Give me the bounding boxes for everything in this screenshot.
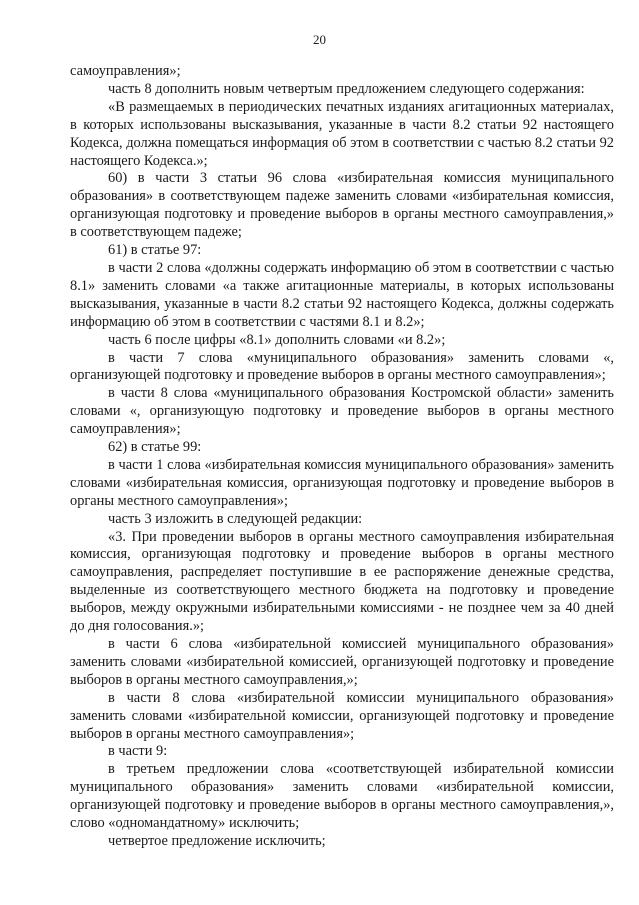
paragraph: в части 7 слова «муниципального образования» заменить словами «, организующей подготовку и проведение выборов в органы местного самоуправления»; xyxy=(70,349,614,384)
paragraph: в части 2 слова «должны содержать информацию об этом в соответствии с частью 8.1» заменить словами «а также агитационные материалы, в которых использованы высказывания, указанные в части 8.2 статьи 92 настоящего Кодекса, должны содержать информацию об этом в соответствии с частями 8.1 и 8.2»; xyxy=(70,259,614,330)
paragraph: в части 9: xyxy=(108,743,168,760)
paragraph: «В размещаемых в периодических печатных изданиях агитационных материалах, в которых использованы высказывания, указанные в части 8.2 статьи 92 настоящего Кодекса, должна помещаться информация об этом в соответствии с частью 8.2 статьи 92 настоящего Кодекса.»; xyxy=(70,98,614,169)
paragraph: в части 6 слова «избирательной комиссией муниципального образования» заменить словами «избирательной комиссией, организующей подготовку и проведение выборов в органы местного самоуправления,»; xyxy=(70,636,614,688)
paragraph: в части 8 слова «муниципального образования Костромской области» заменить словами «, организующую подготовку и проведение выборов в органы местного самоуправления»; xyxy=(70,385,614,438)
paragraph: часть 8 дополнить новым четвертым предложением следующего содержания: xyxy=(108,80,585,97)
paragraph: в третьем предложении слова «соответствующей избирательной комиссии муниципального образования» заменить словами «избирательной комиссии, организующей подготовку и проведение выборов в органы местного самоуправления,», слово «одномандатному» исключить; xyxy=(70,761,614,832)
paragraph: часть 6 после цифры «8.1» дополнить словами «и 8.2»; xyxy=(108,331,446,348)
page-number: 20 xyxy=(313,32,326,47)
paragraph: 62) в статье 99: xyxy=(108,439,202,456)
paragraph: в части 1 слова «избирательная комиссия муниципального образования» заменить словами «избирательная комиссия, организующая подготовку и проведение выборов в органы местного самоуправления»; xyxy=(70,456,614,509)
paragraph: «3. При проведении выборов в органы местного самоуправления избирательная комиссия, организующая подготовку и проведение выборов в органы местного самоуправления, распределяет поступившие в ее распоряжение денежные средства, выделенные из соответствующего местного бюджета на подготовку и проведение выборов, между окружными избирательными комиссиями - не позднее чем за 40 дней до дня голосования.»; xyxy=(70,528,614,635)
paragraph: часть 3 изложить в следующей редакции: xyxy=(108,510,363,527)
paragraph: четвертое предложение исключить; xyxy=(108,832,326,849)
document-body xyxy=(70,63,614,851)
paragraph: 61) в статье 97: xyxy=(108,242,202,259)
paragraph: в части 8 слова «избирательной комиссии муниципального образования» заменить словами «избирательной комиссии, организующей подготовку и проведение выборов в органы местного самоуправления»; xyxy=(70,689,614,742)
paragraph: самоуправления»; xyxy=(70,63,181,79)
paragraph: 60) в части 3 статьи 96 слова «избирательная комиссия муниципального образования» в соответствующем падеже заменить словами «избирательная комиссия, организующая подготовку и проведение выборов в органы местного самоуправления,» в соответствующем падеже; xyxy=(70,170,614,241)
